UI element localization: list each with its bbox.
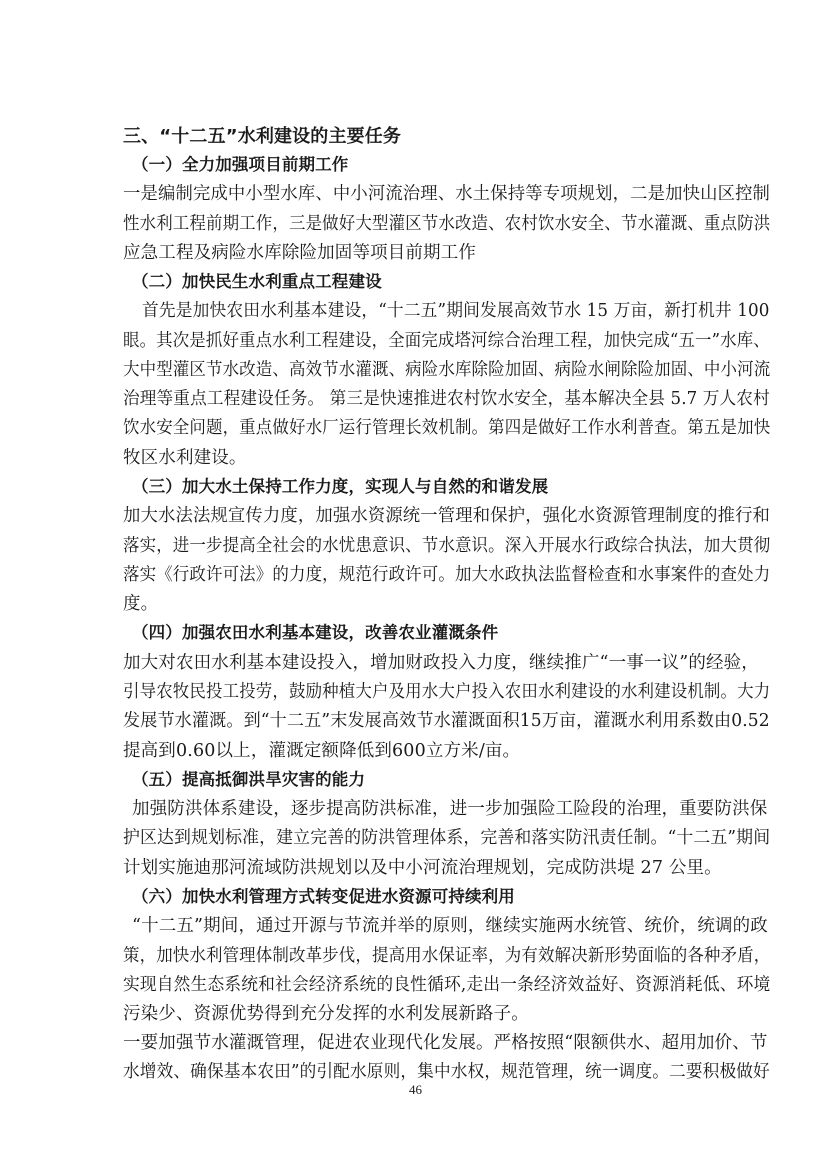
paragraph-line: 发展节水灌溉。到“十二五”末发展高效节水灌溉面积15万亩，灌溉水利用系数由0.52 — [123, 711, 770, 731]
section-heading-6: （六）加快水利管理方式转变促进水资源可持续利用 — [132, 887, 515, 906]
paragraph-line: 落实《行政许可法》的力度，规范行政许可。加大水政执法监督检查和水事案件的查处力 — [123, 565, 771, 585]
paragraph-line: 加强防洪体系建设，逐步提高防洪标准，进一步加强险工险段的治理，重要防洪保 — [132, 799, 768, 819]
paragraph-line: 牧区水利建设。 — [123, 448, 247, 468]
paragraph-line: 计划实施迪那河流域防洪规划以及中小河流治理规划，完成防洪堤 27 公里。 — [123, 858, 722, 878]
paragraph-line: 落实，进一步提高全社会的水忧患意识、节水意识。深入开展水行政综合执法，加大贯彻 — [123, 536, 771, 556]
section-heading-3: （三）加大水土保持工作力度，实现人与自然的和谐发展 — [132, 477, 549, 496]
paragraph-line: 性水利工程前期工作，三是做好大型灌区节水改造、农村饮水安全、节水灌溉、重点防洪 — [123, 214, 771, 234]
paragraph-line: 治理等重点工程建设任务。 第三是快速推进农村饮水安全，基本解决全县 5.7 万人农村 — [123, 389, 770, 409]
paragraph-line: 首先是加快农田水利基本建设，“十二五”期间发展高效节水 15 万亩，新打机井 100 — [142, 301, 770, 321]
paragraph-line: 提高到0.60以上，灌溉定额降低到600立方米/亩。 — [123, 741, 521, 761]
page-number: 46 — [409, 1082, 422, 1097]
paragraph-line: 大中型灌区节水改造、高效节水灌溉、病险水库除险加固、病险水闸除险加固、中小河流 — [123, 360, 771, 380]
section-heading-5: （五）提高抵御洪旱灾害的能力 — [132, 770, 366, 789]
paragraph-line: 实现自然生态系统和社会经济系统的良性循环,走出一条经济效益好、资源消耗低、环境 — [123, 975, 771, 995]
paragraph-line: 度。 — [123, 594, 159, 614]
section-heading-1: （一）全力加强项目前期工作 — [132, 155, 349, 174]
paragraph-line: “十二五”期间，通过开源与节流并举的原则，继续实施两水统管、统价，统调的政 — [132, 916, 768, 936]
section-heading-4: （四）加强农田水利基本建设，改善农业灌溉条件 — [132, 623, 499, 642]
paragraph-line: 加大水法法规宣传力度，加强水资源统一管理和保护，强化水资源管理制度的推行和 — [123, 506, 771, 526]
paragraph-line: 加大对农田水利基本建设投入，增加财政投入力度，继续推广“一事一议”的经验， — [123, 653, 759, 673]
paragraph-line: 引导农牧民投工投劳，鼓励种植大户及用水大户投入农田水利建设的水利建设机制。大力 — [123, 682, 771, 702]
paragraph-line: 饮水安全问题，重点做好水厂运行管理长效机制。第四是做好工作水利普查。第五是加快 — [123, 418, 771, 438]
page-title: 三、“十二五”水利建设的主要任务 — [123, 126, 402, 147]
section-heading-2: （二）加快民生水利重点工程建设 — [132, 272, 382, 291]
paragraph-line: 应急工程及病险水库除险加固等项目前期工作 — [123, 243, 476, 263]
paragraph-line: 水增效、确保基本农田”的引配水原则，集中水权，规范管理，统一调度。二要积极做好 — [123, 1062, 770, 1082]
paragraph-line: 护区达到规划标准，建立完善的防洪管理体系，完善和落实防汛责任制。“十二五”期间 — [123, 828, 771, 848]
paragraph-line: 一是编制完成中小型水库、中小河流治理、水土保持等专项规划，二是加快山区控制 — [123, 184, 771, 204]
paragraph-line: 污染少、资源优势得到充分发挥的水利发展新路子。 — [123, 1004, 529, 1024]
paragraph-line: 策，加快水利管理体制改革步伐，提高用水保证率，为有效解决新形势面临的各种矛盾， — [123, 946, 771, 966]
paragraph-line: 一要加强节水灌溉管理，促进农业现代化发展。严格按照“限额供水、超用加价、节 — [123, 1033, 768, 1053]
paragraph-line: 眼。其次是抓好重点水利工程建设，全面完成塔河综合治理工程，加快完成“五一”水库、 — [123, 331, 770, 351]
